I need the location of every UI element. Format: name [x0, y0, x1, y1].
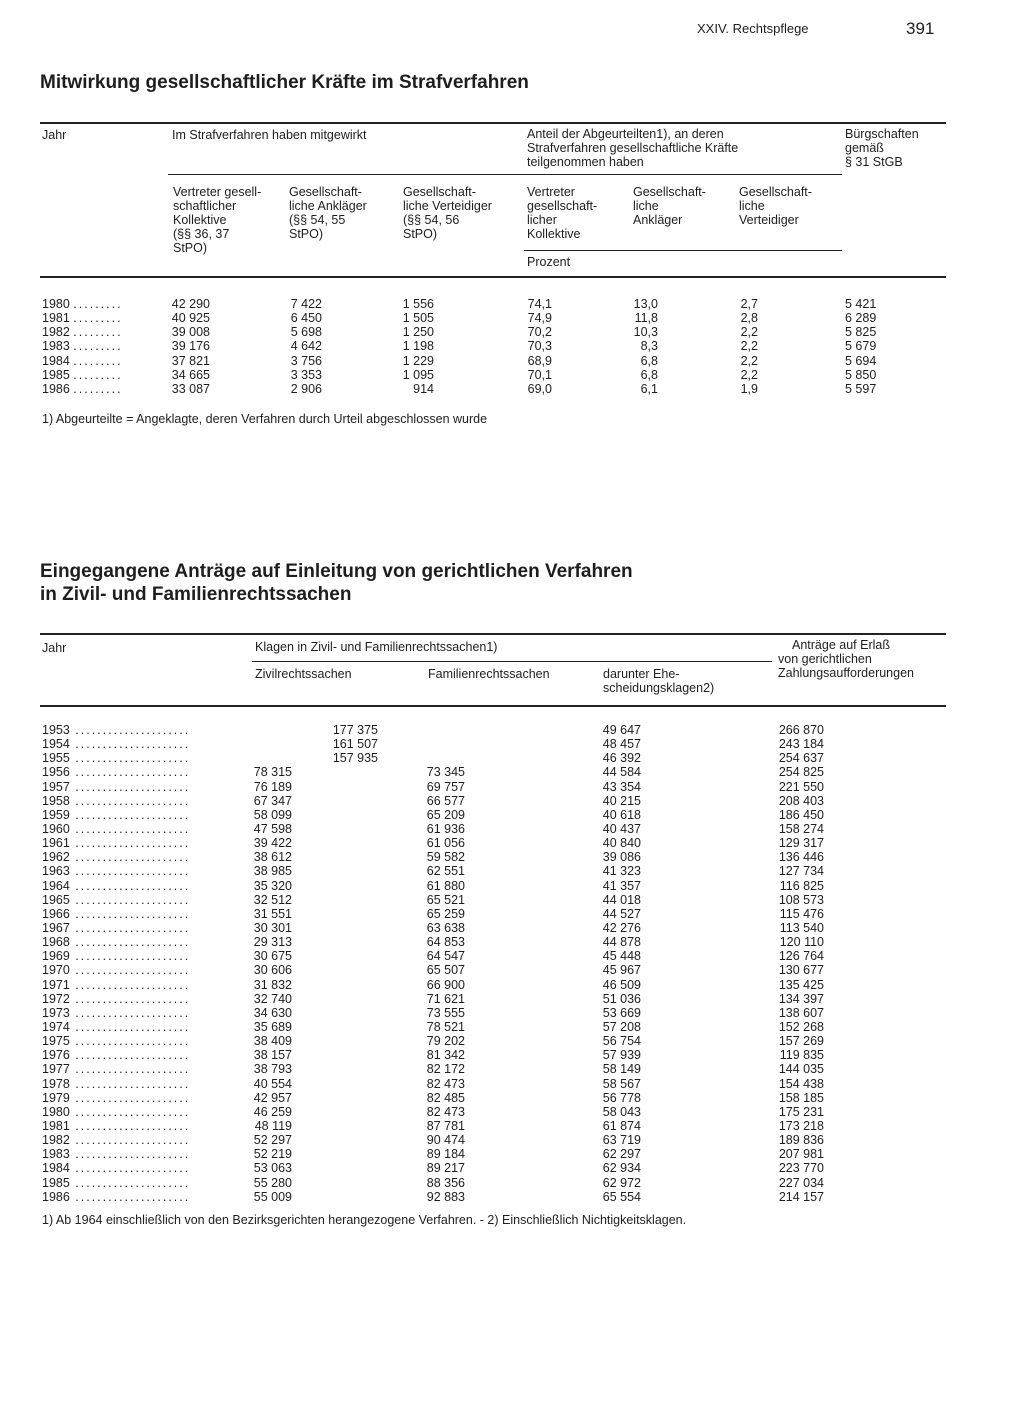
- table-cell: 65 259: [426, 906, 465, 921]
- table2-footnote: 1) Ab 1964 einschließlich von den Bezirksgerichten herangezogene Verfahren. - 2) Einschließlich Nichtigkeitsklagen.: [42, 1213, 687, 1227]
- table-row: 1957 .....................: [42, 779, 191, 794]
- table-cell: 62 551: [426, 864, 465, 879]
- table-cell: 55 009: [253, 1189, 292, 1204]
- table-cell: 44 878: [602, 935, 641, 950]
- table-row: 1962 .....................: [42, 850, 191, 865]
- table-cell: 40 840: [602, 836, 641, 851]
- table-cell: 38 157: [253, 1048, 292, 1063]
- table-cell: 138 607: [778, 1005, 824, 1020]
- table-cell: 144 035: [778, 1062, 824, 1077]
- table-cell: 56 778: [602, 1090, 641, 1105]
- table-cell: [320, 963, 378, 977]
- table-cell: 48 457: [602, 737, 641, 752]
- table-cell: 64 547: [426, 949, 465, 964]
- table-cell: 177 375: [332, 723, 378, 737]
- table1-head-buergschaften: Bürgschaften gemäß § 31 StGB: [845, 127, 919, 169]
- table2-sub-zivil: Zivilrechtssachen: [255, 667, 352, 681]
- table-cell: [320, 1034, 378, 1048]
- table-cell: 130 677: [778, 963, 824, 978]
- table-cell: 208 403: [778, 793, 824, 808]
- table-cell: 31 832: [253, 977, 292, 992]
- table-cell: 65 209: [426, 807, 465, 822]
- table-cell: 58 149: [602, 1062, 641, 1077]
- table-row: 1980 .....................: [42, 1104, 191, 1119]
- table-row: 1973 .....................: [42, 1005, 191, 1020]
- table-cell: 38 409: [253, 1034, 292, 1049]
- table-cell: 82 473: [426, 1076, 465, 1091]
- page-number: 391: [906, 19, 935, 38]
- table-cell: 35 320: [253, 878, 292, 893]
- table-cell: 65 521: [426, 892, 465, 907]
- table-cell: [320, 978, 378, 992]
- table-cell: 34 630: [253, 1005, 292, 1020]
- table-cell: 44 527: [602, 906, 641, 921]
- table1-sub-anteil-anklaeger: Gesellschaft- liche Ankläger: [633, 185, 706, 227]
- table1-head-year: Jahr: [42, 128, 67, 142]
- table-row: 1970 .....................: [42, 963, 191, 978]
- table-cell: 49 647: [602, 723, 641, 737]
- table-cell: 90 474: [426, 1133, 465, 1148]
- table-cell: 42 276: [602, 920, 641, 935]
- table-cell: 186 450: [778, 807, 824, 822]
- table-cell: 161 507: [332, 737, 378, 752]
- table-cell: [320, 1161, 378, 1175]
- table-row: 1959 .....................: [42, 807, 191, 822]
- table-row: 1981 .........: [42, 311, 123, 326]
- table2-head-bottom-rule: [40, 705, 946, 707]
- table-cell: [320, 907, 378, 921]
- table-row: 1984 .........: [42, 353, 123, 368]
- table-cell: [412, 751, 465, 765]
- table-cell: 158 185: [778, 1090, 824, 1105]
- table-cell: 35 689: [253, 1019, 292, 1034]
- table-row: 1983 .........: [42, 339, 123, 354]
- table-cell: 63 719: [602, 1133, 641, 1148]
- table-cell: 61 056: [426, 836, 465, 851]
- table-cell: 223 770: [778, 1161, 824, 1176]
- table-cell: 47 598: [253, 821, 292, 836]
- table1-title: Mitwirkung gesellschaftlicher Kräfte im Strafverfahren: [40, 72, 529, 93]
- table-cell: [320, 1105, 378, 1119]
- table-cell: 76 189: [253, 779, 292, 794]
- table-cell: 52 297: [253, 1133, 292, 1148]
- table-cell: 46 509: [602, 977, 641, 992]
- table-cell: 66 900: [426, 977, 465, 992]
- table-cell: 52 219: [253, 1147, 292, 1162]
- table2-col-year: [42, 723, 190, 1204]
- table-cell: 32 512: [253, 892, 292, 907]
- table2-sub-familie: Familienrechtssachen: [428, 667, 550, 681]
- table-cell: [320, 992, 378, 1006]
- table1-unit-label: Prozent: [527, 255, 571, 269]
- table-cell: 57 208: [602, 1019, 641, 1034]
- table-cell: 73 555: [426, 1005, 465, 1020]
- table-cell: [320, 822, 378, 836]
- table1-col-anteil-verteidiger: 2,7 2,8 2,2 2,2 2,2 2,2 1,9: [740, 297, 758, 396]
- table-row: 1985 .....................: [42, 1175, 191, 1190]
- table-cell: 39 086: [602, 850, 641, 865]
- table-cell: 113 540: [779, 920, 824, 935]
- table-row: 1961 .....................: [42, 836, 191, 851]
- running-header: XXIV. Rechtspflege: [697, 21, 809, 36]
- table1-footnote: 1) Abgeurteilte = Angeklagte, deren Verfahren durch Urteil abgeschlossen wurde: [42, 412, 488, 426]
- table-cell: 157 935: [332, 751, 378, 766]
- table-row: 1980 .........: [42, 297, 123, 311]
- table-cell: [320, 836, 378, 850]
- table1-head-group1: Im Strafverfahren haben mitgewirkt: [172, 128, 367, 142]
- table-cell: [320, 864, 378, 878]
- table-row: 1982 .........: [42, 325, 123, 340]
- table-row: 1977 .....................: [42, 1062, 191, 1077]
- table-cell: [320, 1077, 378, 1091]
- table-cell: 61 880: [426, 878, 465, 893]
- table-row: 1983 .....................: [42, 1147, 191, 1162]
- table-cell: 135 425: [778, 977, 824, 992]
- table-cell: 227 034: [778, 1175, 824, 1190]
- table-row: 1958 .....................: [42, 793, 191, 808]
- table-cell: 66 577: [426, 793, 465, 808]
- table-cell: 82 485: [426, 1090, 465, 1105]
- table-cell: 29 313: [253, 935, 292, 950]
- table-cell: 30 606: [253, 963, 292, 978]
- table2-head-group: Klagen in Zivil- und Familienrechtssachen1): [255, 640, 498, 654]
- table1-sub-verteidiger: Gesellschaft- liche Verteidiger (§§ 54, 56 StPO): [403, 185, 492, 241]
- table-cell: 39 422: [253, 836, 292, 851]
- table-cell: 189 836: [778, 1133, 824, 1148]
- table-cell: [412, 723, 465, 737]
- table-cell: 108 573: [778, 892, 824, 907]
- table-cell: 82 172: [426, 1062, 465, 1077]
- table-cell: 46 392: [602, 751, 641, 766]
- table-row: 1966 .....................: [42, 906, 191, 921]
- table-cell: [240, 751, 292, 765]
- table-row: 1986 .........: [42, 381, 123, 396]
- table2-col-combined: [320, 723, 378, 1204]
- table-cell: [412, 737, 465, 751]
- table-row: 1955 .....................: [42, 751, 191, 766]
- table1-top-rule: [40, 122, 946, 124]
- table-cell: 207 981: [778, 1147, 824, 1162]
- table-cell: 173 218: [778, 1118, 824, 1133]
- table1-col-anteil-vertreter: 74,1 74,9 70,2 70,3 68,9 70,1 69,0: [527, 297, 552, 396]
- table-cell: 64 853: [426, 935, 465, 950]
- table-cell: 62 972: [602, 1175, 641, 1190]
- table-cell: 61 936: [426, 821, 465, 836]
- table-cell: [320, 1048, 378, 1062]
- table-cell: 45 448: [602, 949, 641, 964]
- table-cell: 63 638: [426, 920, 465, 935]
- table-cell: 73 345: [426, 765, 465, 780]
- table-cell: 61 874: [602, 1118, 641, 1133]
- table-cell: 87 781: [426, 1118, 465, 1133]
- table-cell: 67 347: [253, 793, 292, 808]
- table-cell: 40 618: [602, 807, 641, 822]
- table2-group-rule: [252, 661, 772, 662]
- table-cell: [320, 1062, 378, 1076]
- table-cell: 30 675: [253, 949, 292, 964]
- table-cell: 30 301: [253, 920, 292, 935]
- table-cell: 53 669: [602, 1005, 641, 1020]
- table-cell: 65 507: [426, 963, 465, 978]
- table-cell: 40 554: [253, 1076, 292, 1091]
- table-cell: 89 217: [426, 1161, 465, 1176]
- table-cell: 62 934: [602, 1161, 641, 1176]
- table-row: 1972 .....................: [42, 991, 191, 1006]
- table2-col-ehescheidung: [588, 723, 641, 1204]
- table-cell: 58 099: [253, 807, 292, 822]
- table-cell: [320, 1119, 378, 1133]
- table-cell: 32 740: [253, 991, 292, 1006]
- table-cell: [240, 723, 292, 737]
- table-cell: 71 621: [426, 991, 465, 1006]
- table-cell: 78 521: [426, 1019, 465, 1034]
- table-row: 1968 .....................: [42, 935, 191, 950]
- table1-col-verteidiger: 1 556 1 505 1 250 1 198 1 229 1 095 914: [402, 297, 434, 396]
- table-cell: [320, 1147, 378, 1161]
- table-cell: 40 437: [602, 821, 641, 836]
- table-cell: 79 202: [426, 1034, 465, 1049]
- table-cell: 31 551: [253, 906, 292, 921]
- table-cell: 136 446: [778, 850, 824, 865]
- table-cell: [320, 935, 378, 949]
- table-cell: 38 985: [253, 864, 292, 879]
- table-cell: [320, 879, 378, 893]
- table-row: 1986 .....................: [42, 1189, 191, 1204]
- table2-head-antraege: Anträge auf Erlaß von gerichtlichen Zahlungsaufforderungen: [778, 638, 914, 680]
- table1-head-group2: Anteil der Abgeurteilten1), an deren Strafverfahren gesellschaftliche Kräfte teilgenommen haben: [527, 127, 739, 169]
- table-row: 1985 .........: [42, 367, 123, 382]
- table-cell: [320, 949, 378, 963]
- table-cell: 266 870: [778, 723, 824, 737]
- table-cell: [320, 850, 378, 864]
- table-cell: 154 438: [778, 1076, 824, 1091]
- table1-sub-anteil-vertreter: Vertreter gesellschaft- licher Kollektive: [527, 185, 598, 241]
- table-cell: [320, 893, 378, 907]
- table-cell: 134 397: [778, 991, 824, 1006]
- table-cell: [320, 1020, 378, 1034]
- table-cell: 40 215: [602, 793, 641, 808]
- table1-col-anteil-anklaeger: 13,0 11,8 10,3 8,3 6,8 6,8 6,1: [633, 297, 658, 396]
- table-row: 1969 .....................: [42, 949, 191, 964]
- table-cell: [320, 780, 378, 794]
- table2-title-line1: Eingegangene Anträge auf Einleitung von gerichtlichen Verfahren: [40, 561, 633, 582]
- table-cell: 53 063: [253, 1161, 292, 1176]
- table-cell: 116 825: [779, 878, 824, 893]
- table-cell: [320, 1091, 378, 1105]
- table-row: 1978 .....................: [42, 1076, 191, 1091]
- table-cell: [320, 1190, 378, 1204]
- table2-top-rule: [40, 633, 946, 635]
- table-cell: 38 612: [253, 850, 292, 865]
- table-cell: 45 967: [602, 963, 641, 978]
- table-cell: [320, 1006, 378, 1020]
- table-row: 1964 .....................: [42, 878, 191, 893]
- table-cell: 46 259: [253, 1104, 292, 1119]
- table-row: 1953 .....................: [42, 723, 191, 737]
- table-cell: 120 110: [779, 935, 824, 950]
- table-cell: 41 357: [602, 878, 641, 893]
- table-cell: 69 757: [426, 779, 465, 794]
- table-cell: 51 036: [602, 991, 641, 1006]
- table2-head-year: Jahr: [42, 641, 67, 655]
- table-cell: [320, 1133, 378, 1147]
- table-row: 1976 .....................: [42, 1048, 191, 1063]
- table-row: 1963 .....................: [42, 864, 191, 879]
- table-cell: 254 825: [778, 765, 824, 780]
- table-row: 1975 .....................: [42, 1034, 191, 1049]
- table-cell: 43 354: [602, 779, 641, 794]
- table-cell: [240, 737, 292, 751]
- table1-sub-anteil-verteidiger: Gesellschaft- liche Verteidiger: [739, 185, 812, 227]
- table-row: 1954 .....................: [42, 737, 191, 752]
- table-cell: 243 184: [778, 737, 824, 752]
- table-row: 1982 .....................: [42, 1133, 191, 1148]
- table-cell: 57 939: [602, 1048, 641, 1063]
- table-cell: 127 734: [778, 864, 824, 879]
- table-cell: 152 268: [778, 1019, 824, 1034]
- table-cell: 58 567: [602, 1076, 641, 1091]
- table-cell: 41 323: [602, 864, 641, 879]
- table-cell: 48 119: [254, 1118, 292, 1133]
- table-cell: 42 957: [253, 1090, 292, 1105]
- table-row: 1967 .....................: [42, 920, 191, 935]
- table2-col-familie: [412, 723, 465, 1204]
- table-cell: [320, 1176, 378, 1190]
- table1-sub-anklaeger: Gesellschaft- liche Ankläger (§§ 54, 55 StPO): [289, 185, 367, 241]
- table-cell: 115 476: [779, 906, 824, 921]
- table-cell: 126 764: [778, 949, 824, 964]
- table-cell: 81 342: [426, 1048, 465, 1063]
- table-cell: [320, 921, 378, 935]
- table1-sub-vertreter: Vertreter gesell- schaftlicher Kollektive (§§ 36, 37 StPO): [173, 185, 262, 255]
- table-row: 1984 .....................: [42, 1161, 191, 1176]
- table-row: 1956 .....................: [42, 765, 191, 780]
- table1-col-year: [42, 297, 123, 396]
- table2-title-line2: in Zivil- und Familienrechtssachen: [40, 584, 352, 605]
- table-cell: 55 280: [253, 1175, 292, 1190]
- table-cell: 254 637: [778, 751, 824, 766]
- table1-head-bottom-rule: [40, 276, 946, 278]
- table-cell: 56 754: [602, 1034, 641, 1049]
- table-cell: 221 550: [778, 779, 824, 794]
- table-cell: 175 231: [778, 1104, 824, 1119]
- table-row: 1960 .....................: [42, 821, 191, 836]
- table1-group-rule: [168, 174, 842, 175]
- table-cell: 119 835: [779, 1048, 824, 1063]
- table-cell: [320, 765, 378, 779]
- table-cell: 214 157: [778, 1189, 824, 1204]
- table-cell: 44 018: [602, 892, 641, 907]
- table-cell: [320, 808, 378, 822]
- table-cell: 62 297: [602, 1147, 641, 1162]
- table-cell: 65 554: [602, 1189, 641, 1204]
- table-cell: 82 473: [426, 1104, 465, 1119]
- table-row: 1974 .....................: [42, 1019, 191, 1034]
- table-row: 1971 .....................: [42, 977, 191, 992]
- table-cell: 89 184: [426, 1147, 465, 1162]
- table-cell: 58 043: [602, 1104, 641, 1119]
- table-cell: 78 315: [253, 765, 292, 780]
- table2-col-antraege: [764, 723, 824, 1204]
- table-cell: 88 356: [426, 1175, 465, 1190]
- table-cell: 129 317: [778, 836, 824, 851]
- table1-col-anklaeger: 7 422 6 450 5 698 4 642 3 756 3 353 2 906: [290, 297, 322, 396]
- table2-col-zivil: [240, 723, 292, 1204]
- table-row: 1981 .....................: [42, 1118, 191, 1133]
- table-cell: 92 883: [426, 1189, 465, 1204]
- table-cell: [320, 794, 378, 808]
- table-cell: 38 793: [253, 1062, 292, 1077]
- table-row: 1965 .....................: [42, 892, 191, 907]
- table-row: 1979 .....................: [42, 1090, 191, 1105]
- table2-sub-ehescheidung: darunter Ehe- scheidungsklagen2): [603, 667, 715, 695]
- table-cell: 157 269: [778, 1034, 824, 1049]
- table-cell: 59 582: [426, 850, 465, 865]
- table-cell: 44 584: [602, 765, 641, 780]
- table1-col-buergschaften: 5 421 6 289 5 825 5 679 5 694 5 850 5 597: [845, 297, 877, 396]
- table1-unit-rule: [524, 250, 842, 251]
- table1-col-vertreter: 42 290 40 925 39 008 39 176 37 821 34 665 33 087: [171, 297, 210, 396]
- table-cell: 158 274: [778, 821, 824, 836]
